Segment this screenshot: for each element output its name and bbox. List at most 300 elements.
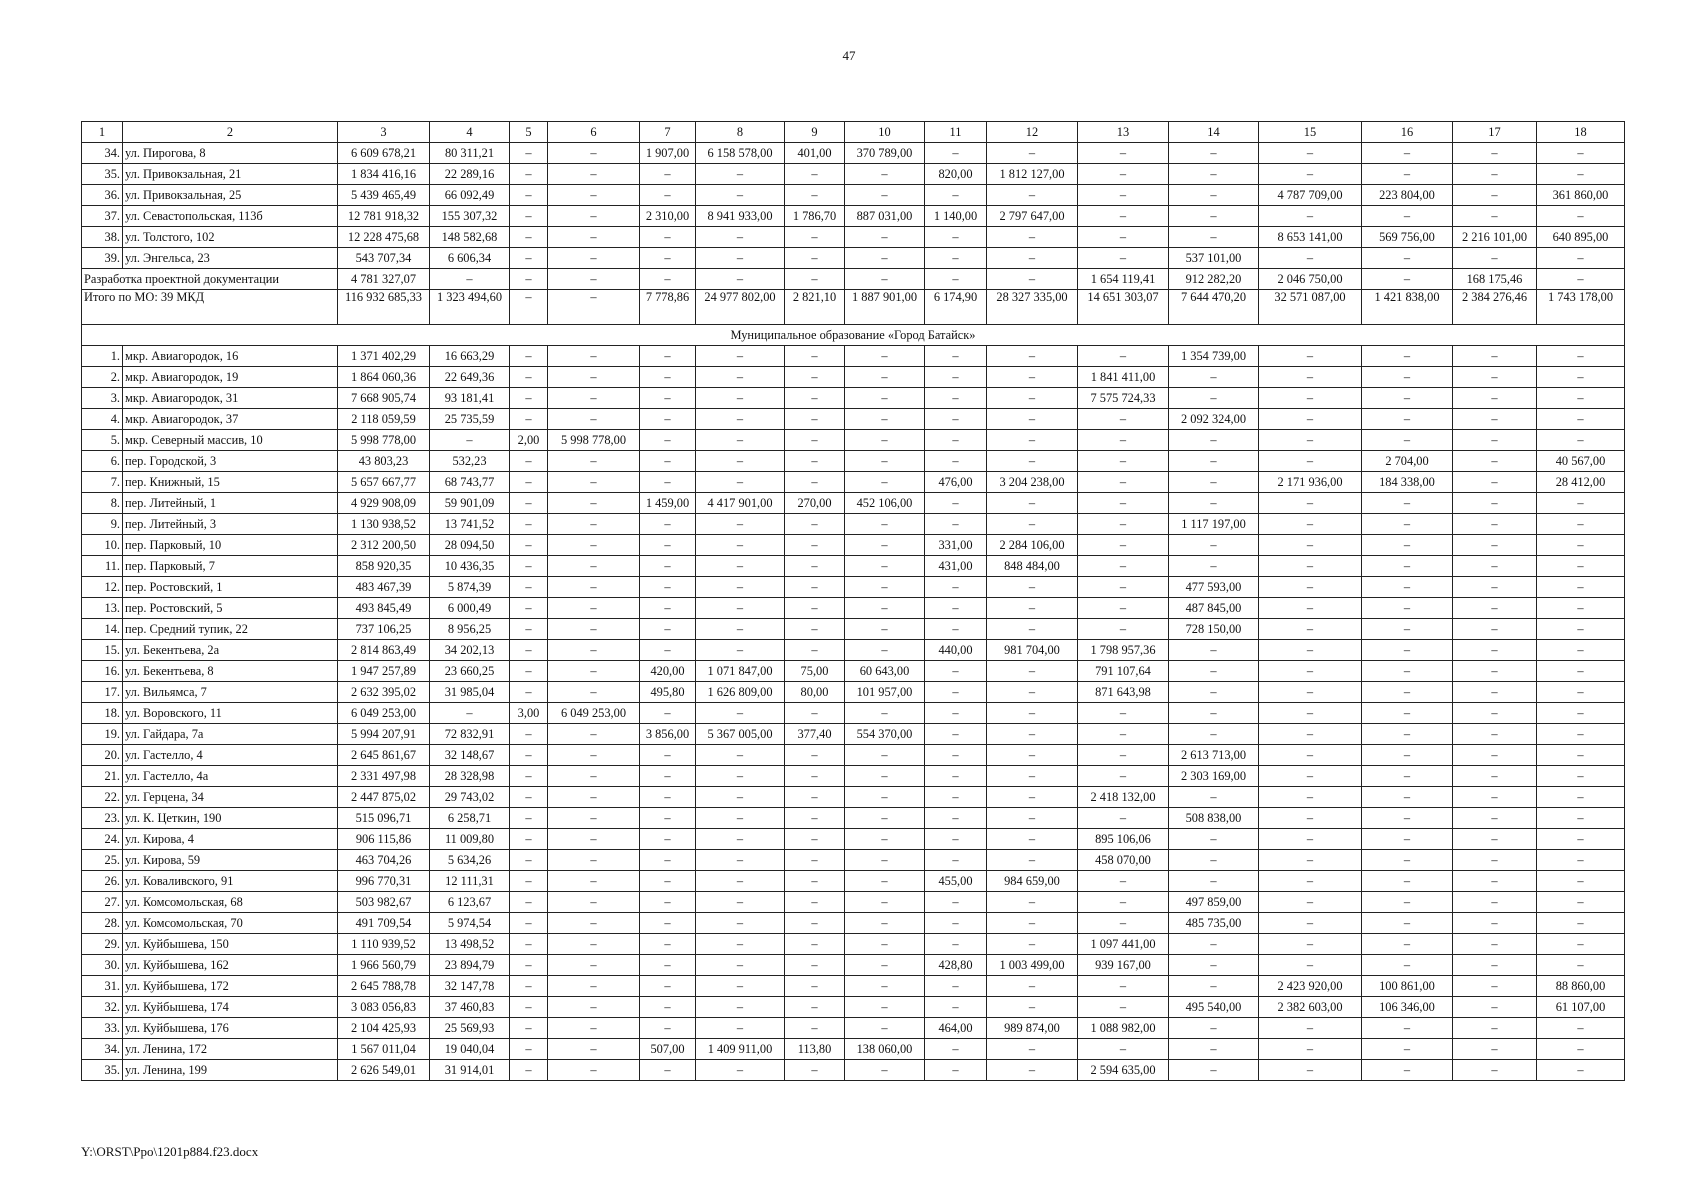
value-cell: – [925,269,987,290]
value-cell: – [640,535,696,556]
value-cell: – [1259,598,1362,619]
value-cell: 996 770,31 [338,871,430,892]
value-cell: 485 735,00 [1169,913,1259,934]
address-cell: ул. Пирогова, 8 [123,143,338,164]
value-cell: – [640,227,696,248]
value-cell: – [1453,556,1537,577]
value-cell: – [845,248,925,269]
value-cell: – [1259,850,1362,871]
table-row [82,164,1625,185]
value-cell: – [510,346,548,367]
value-cell: – [1453,164,1537,185]
value-cell: 1 140,00 [925,206,987,227]
value-cell: – [548,556,640,577]
table-row [82,724,1625,745]
value-cell: 495,80 [640,682,696,703]
column-header: 12 [987,122,1078,143]
value-cell: 2 171 936,00 [1259,472,1362,493]
row-number: 1. [82,346,123,367]
value-cell: – [696,997,785,1018]
value-cell: – [1259,787,1362,808]
value-cell: 5 998 778,00 [338,430,430,451]
value-cell: – [1362,682,1453,703]
value-cell: – [1537,766,1625,787]
value-cell: – [1259,451,1362,472]
value-cell: – [1362,598,1453,619]
total-row-label: Итого по МО: 39 МКД [82,290,338,325]
value-cell: 497 859,00 [1169,892,1259,913]
value-cell: – [925,934,987,955]
row-number: 28. [82,913,123,934]
value-cell: – [548,290,640,325]
row-number: 15. [82,640,123,661]
value-cell: 1 786,70 [785,206,845,227]
value-cell: – [1537,598,1625,619]
value-cell: – [548,514,640,535]
value-cell: – [1259,913,1362,934]
address-cell: пер. Литейный, 1 [123,493,338,514]
value-cell: – [696,1018,785,1039]
address-cell: пер. Средний тупик, 22 [123,619,338,640]
address-cell: ул. Привокзальная, 25 [123,185,338,206]
address-cell: ул. Куйбышева, 172 [123,976,338,997]
row-number: 27. [82,892,123,913]
column-header: 15 [1259,122,1362,143]
value-cell: 61 107,00 [1537,997,1625,1018]
value-cell: – [987,619,1078,640]
value-cell: – [510,514,548,535]
value-cell: – [1453,388,1537,409]
value-cell: – [510,976,548,997]
address-cell: ул. Энгельса, 23 [123,248,338,269]
value-cell: – [1453,143,1537,164]
value-cell: 31 985,04 [430,682,510,703]
table-body [82,143,1625,1081]
column-header: 4 [430,122,510,143]
value-cell: – [785,934,845,955]
value-cell: – [925,451,987,472]
value-cell: – [1259,577,1362,598]
value-cell: – [548,409,640,430]
value-cell: – [1078,745,1169,766]
value-cell: – [1362,1018,1453,1039]
row-number: 3. [82,388,123,409]
column-header: 14 [1169,122,1259,143]
value-cell: – [1259,934,1362,955]
value-cell: – [1259,206,1362,227]
value-cell: – [640,1018,696,1039]
value-cell: – [1453,598,1537,619]
address-cell: ул. Севастопольская, 113б [123,206,338,227]
value-cell: – [785,451,845,472]
value-cell: 2 118 059,59 [338,409,430,430]
value-cell: – [845,934,925,955]
value-cell: 1 409 911,00 [696,1039,785,1060]
row-number: 29. [82,934,123,955]
address-cell: ул. Комсомольская, 68 [123,892,338,913]
value-cell: 5 998 778,00 [548,430,640,451]
value-cell: – [640,934,696,955]
value-cell: – [510,829,548,850]
value-cell: – [696,829,785,850]
value-cell: – [1078,143,1169,164]
address-cell: пер. Литейный, 3 [123,514,338,535]
value-cell: 493 845,49 [338,598,430,619]
value-cell: – [696,227,785,248]
value-cell: – [785,430,845,451]
column-header: 2 [123,122,338,143]
value-cell: – [845,1018,925,1039]
value-cell: – [1537,493,1625,514]
value-cell: – [1362,703,1453,724]
value-cell: – [696,409,785,430]
value-cell: – [548,269,640,290]
value-cell: – [845,787,925,808]
value-cell: 476,00 [925,472,987,493]
value-cell: – [1078,472,1169,493]
value-cell: – [845,1060,925,1081]
value-cell: – [548,829,640,850]
value-cell: 2 821,10 [785,290,845,325]
table-row [82,1060,1625,1081]
value-cell: – [925,577,987,598]
value-cell: 7 778,86 [640,290,696,325]
table-row [82,913,1625,934]
value-cell: 1 110 939,52 [338,934,430,955]
value-cell: – [1078,164,1169,185]
value-cell: – [1362,409,1453,430]
value-cell: – [640,367,696,388]
value-cell: – [1362,787,1453,808]
row-number: 8. [82,493,123,514]
value-cell: – [1537,556,1625,577]
value-cell: – [987,367,1078,388]
address-cell: ул. Герцена, 34 [123,787,338,808]
value-cell: 7 644 470,20 [1169,290,1259,325]
value-cell: – [1537,346,1625,367]
value-cell: – [548,619,640,640]
value-cell: – [785,1018,845,1039]
table-row [82,745,1625,766]
value-cell: – [845,976,925,997]
value-cell: 1 841 411,00 [1078,367,1169,388]
value-cell: – [1537,808,1625,829]
value-cell: – [845,346,925,367]
value-cell: 2,00 [510,430,548,451]
value-cell: – [925,997,987,1018]
address-cell: ул. Воровского, 11 [123,703,338,724]
value-cell: – [548,892,640,913]
value-cell: – [845,703,925,724]
value-cell: 2 046 750,00 [1259,269,1362,290]
capital-repair-table [81,121,1625,1081]
value-cell: 100 861,00 [1362,976,1453,997]
table-row [82,934,1625,955]
value-cell: 463 704,26 [338,850,430,871]
value-cell: – [1259,1060,1362,1081]
value-cell: 939 167,00 [1078,955,1169,976]
table-row [82,892,1625,913]
value-cell: – [785,808,845,829]
value-cell: – [925,703,987,724]
value-cell: 80,00 [785,682,845,703]
value-cell: – [785,556,845,577]
table-row [82,955,1625,976]
row-number: 33. [82,1018,123,1039]
value-cell: 25 735,59 [430,409,510,430]
value-cell: – [845,577,925,598]
value-cell: – [1078,766,1169,787]
value-cell: – [1259,829,1362,850]
value-cell: – [987,514,1078,535]
value-cell: – [925,892,987,913]
value-cell: 25 569,93 [430,1018,510,1039]
row-number: 7. [82,472,123,493]
value-cell: – [510,640,548,661]
value-cell: 1 130 938,52 [338,514,430,535]
value-cell: – [925,388,987,409]
value-cell: – [987,829,1078,850]
value-cell: – [1169,724,1259,745]
value-cell: – [510,724,548,745]
value-cell: – [785,388,845,409]
value-cell: 43 803,23 [338,451,430,472]
value-cell: – [987,787,1078,808]
value-cell: – [785,535,845,556]
value-cell: – [1362,829,1453,850]
value-cell: 19 040,04 [430,1039,510,1060]
value-cell: – [696,871,785,892]
value-cell: 13 741,52 [430,514,510,535]
value-cell: – [1259,367,1362,388]
address-cell: мкр. Авиагородок, 16 [123,346,338,367]
value-cell: 1 354 739,00 [1169,346,1259,367]
value-cell: – [1259,640,1362,661]
row-number: 37. [82,206,123,227]
value-cell: 6 049 253,00 [338,703,430,724]
value-cell: 2 645 788,78 [338,976,430,997]
address-cell: мкр. Авиагородок, 31 [123,388,338,409]
value-cell: – [548,1039,640,1060]
value-cell: – [1362,346,1453,367]
value-cell: – [1453,577,1537,598]
value-cell: – [987,248,1078,269]
value-cell: – [1453,934,1537,955]
value-cell: – [1078,724,1169,745]
value-cell: – [1259,1039,1362,1060]
value-cell: 101 957,00 [845,682,925,703]
value-cell: – [1537,703,1625,724]
table-row [82,493,1625,514]
value-cell: – [1362,1039,1453,1060]
value-cell: 2 382 603,00 [1259,997,1362,1018]
value-cell: – [925,409,987,430]
table-row [82,409,1625,430]
design-docs-row [82,269,1625,290]
value-cell: – [845,388,925,409]
value-cell: – [845,808,925,829]
value-cell: 2 284 106,00 [987,535,1078,556]
value-cell: – [548,598,640,619]
value-cell: 2 418 132,00 [1078,787,1169,808]
value-cell: – [640,248,696,269]
value-cell: – [785,703,845,724]
value-cell: – [1078,556,1169,577]
value-cell: – [510,598,548,619]
value-cell: 1 626 809,00 [696,682,785,703]
value-cell: 223 804,00 [1362,185,1453,206]
value-cell: 5 994 207,91 [338,724,430,745]
value-cell: 6 258,71 [430,808,510,829]
value-cell: 68 743,77 [430,472,510,493]
value-cell: – [845,829,925,850]
value-cell: 554 370,00 [845,724,925,745]
value-cell: – [987,185,1078,206]
value-cell: – [925,430,987,451]
value-cell: – [1362,367,1453,388]
value-cell: – [1169,185,1259,206]
value-cell: – [1537,913,1625,934]
value-cell: 12 228 475,68 [338,227,430,248]
value-cell: 23 660,25 [430,661,510,682]
value-cell: 23 894,79 [430,955,510,976]
value-cell: 640 895,00 [1537,227,1625,248]
address-cell: пер. Ростовский, 1 [123,577,338,598]
value-cell: – [1453,185,1537,206]
column-header: 3 [338,122,430,143]
value-cell: 28 328,98 [430,766,510,787]
value-cell: 155 307,32 [430,206,510,227]
value-cell: – [696,388,785,409]
value-cell: – [785,185,845,206]
value-cell: – [1453,619,1537,640]
address-cell: ул. Гастелло, 4а [123,766,338,787]
row-number: 35. [82,164,123,185]
value-cell: 72 832,91 [430,724,510,745]
value-cell: 3 204 238,00 [987,472,1078,493]
value-cell: 3 856,00 [640,724,696,745]
value-cell: 2 626 549,01 [338,1060,430,1081]
table-row [82,1039,1625,1060]
value-cell: – [1537,248,1625,269]
table-row [82,388,1625,409]
value-cell: – [785,1060,845,1081]
value-cell: – [785,367,845,388]
value-cell: – [510,661,548,682]
value-cell: – [510,206,548,227]
value-cell: – [548,346,640,367]
value-cell: – [1362,430,1453,451]
value-cell: – [640,640,696,661]
value-cell: 12 111,31 [430,871,510,892]
value-cell: – [785,766,845,787]
value-cell: – [785,955,845,976]
value-cell: 1 947 257,89 [338,661,430,682]
value-cell: 1 459,00 [640,493,696,514]
row-number: 25. [82,850,123,871]
value-cell: – [548,955,640,976]
value-cell: – [785,248,845,269]
value-cell: 14 651 303,07 [1078,290,1169,325]
value-cell: – [1078,871,1169,892]
value-cell: 12 781 918,32 [338,206,430,227]
value-cell: 2 216 101,00 [1453,227,1537,248]
column-header: 10 [845,122,925,143]
value-cell: – [845,367,925,388]
value-cell: 458 070,00 [1078,850,1169,871]
value-cell: 491 709,54 [338,913,430,934]
value-cell: – [548,997,640,1018]
address-cell: ул. Бекентьева, 8 [123,661,338,682]
value-cell: – [1453,997,1537,1018]
value-cell: – [1259,619,1362,640]
value-cell: – [548,248,640,269]
value-cell: 2 447 875,02 [338,787,430,808]
value-cell: – [845,185,925,206]
value-cell: – [925,808,987,829]
value-cell: – [785,892,845,913]
address-cell: ул. Вильямса, 7 [123,682,338,703]
value-cell: – [1537,1018,1625,1039]
value-cell: – [1453,1018,1537,1039]
value-cell: – [845,871,925,892]
column-header: 6 [548,122,640,143]
value-cell: – [1259,430,1362,451]
value-cell: – [1537,829,1625,850]
value-cell: – [1169,850,1259,871]
value-cell: 8 941 933,00 [696,206,785,227]
value-cell: – [845,640,925,661]
value-cell: 543 707,34 [338,248,430,269]
value-cell: 5 634,26 [430,850,510,871]
value-cell: – [925,1060,987,1081]
value-cell: – [1169,227,1259,248]
table-row [82,871,1625,892]
table-row [82,367,1625,388]
address-cell: ул. Бекентьева, 2а [123,640,338,661]
value-cell: – [987,493,1078,514]
value-cell: – [1259,514,1362,535]
value-cell: – [1537,206,1625,227]
address-cell: ул. Куйбышева, 174 [123,997,338,1018]
value-cell: 6 609 678,21 [338,143,430,164]
value-cell: 80 311,21 [430,143,510,164]
value-cell: – [548,164,640,185]
value-cell: 32 148,67 [430,745,510,766]
value-cell: – [1362,269,1453,290]
value-cell: – [1259,248,1362,269]
value-cell: – [640,955,696,976]
value-cell: – [1537,367,1625,388]
value-cell: 428,80 [925,955,987,976]
value-cell: – [1169,451,1259,472]
value-cell: – [510,871,548,892]
value-cell: – [1078,206,1169,227]
table-row [82,682,1625,703]
table-row [82,472,1625,493]
value-cell: – [925,514,987,535]
value-cell: – [548,787,640,808]
value-cell: – [640,185,696,206]
table-row [82,598,1625,619]
value-cell: 912 282,20 [1169,269,1259,290]
value-cell: – [696,892,785,913]
value-cell: – [640,619,696,640]
value-cell: – [1362,745,1453,766]
value-cell: – [1259,808,1362,829]
value-cell: – [510,997,548,1018]
value-cell: 28 094,50 [430,535,510,556]
